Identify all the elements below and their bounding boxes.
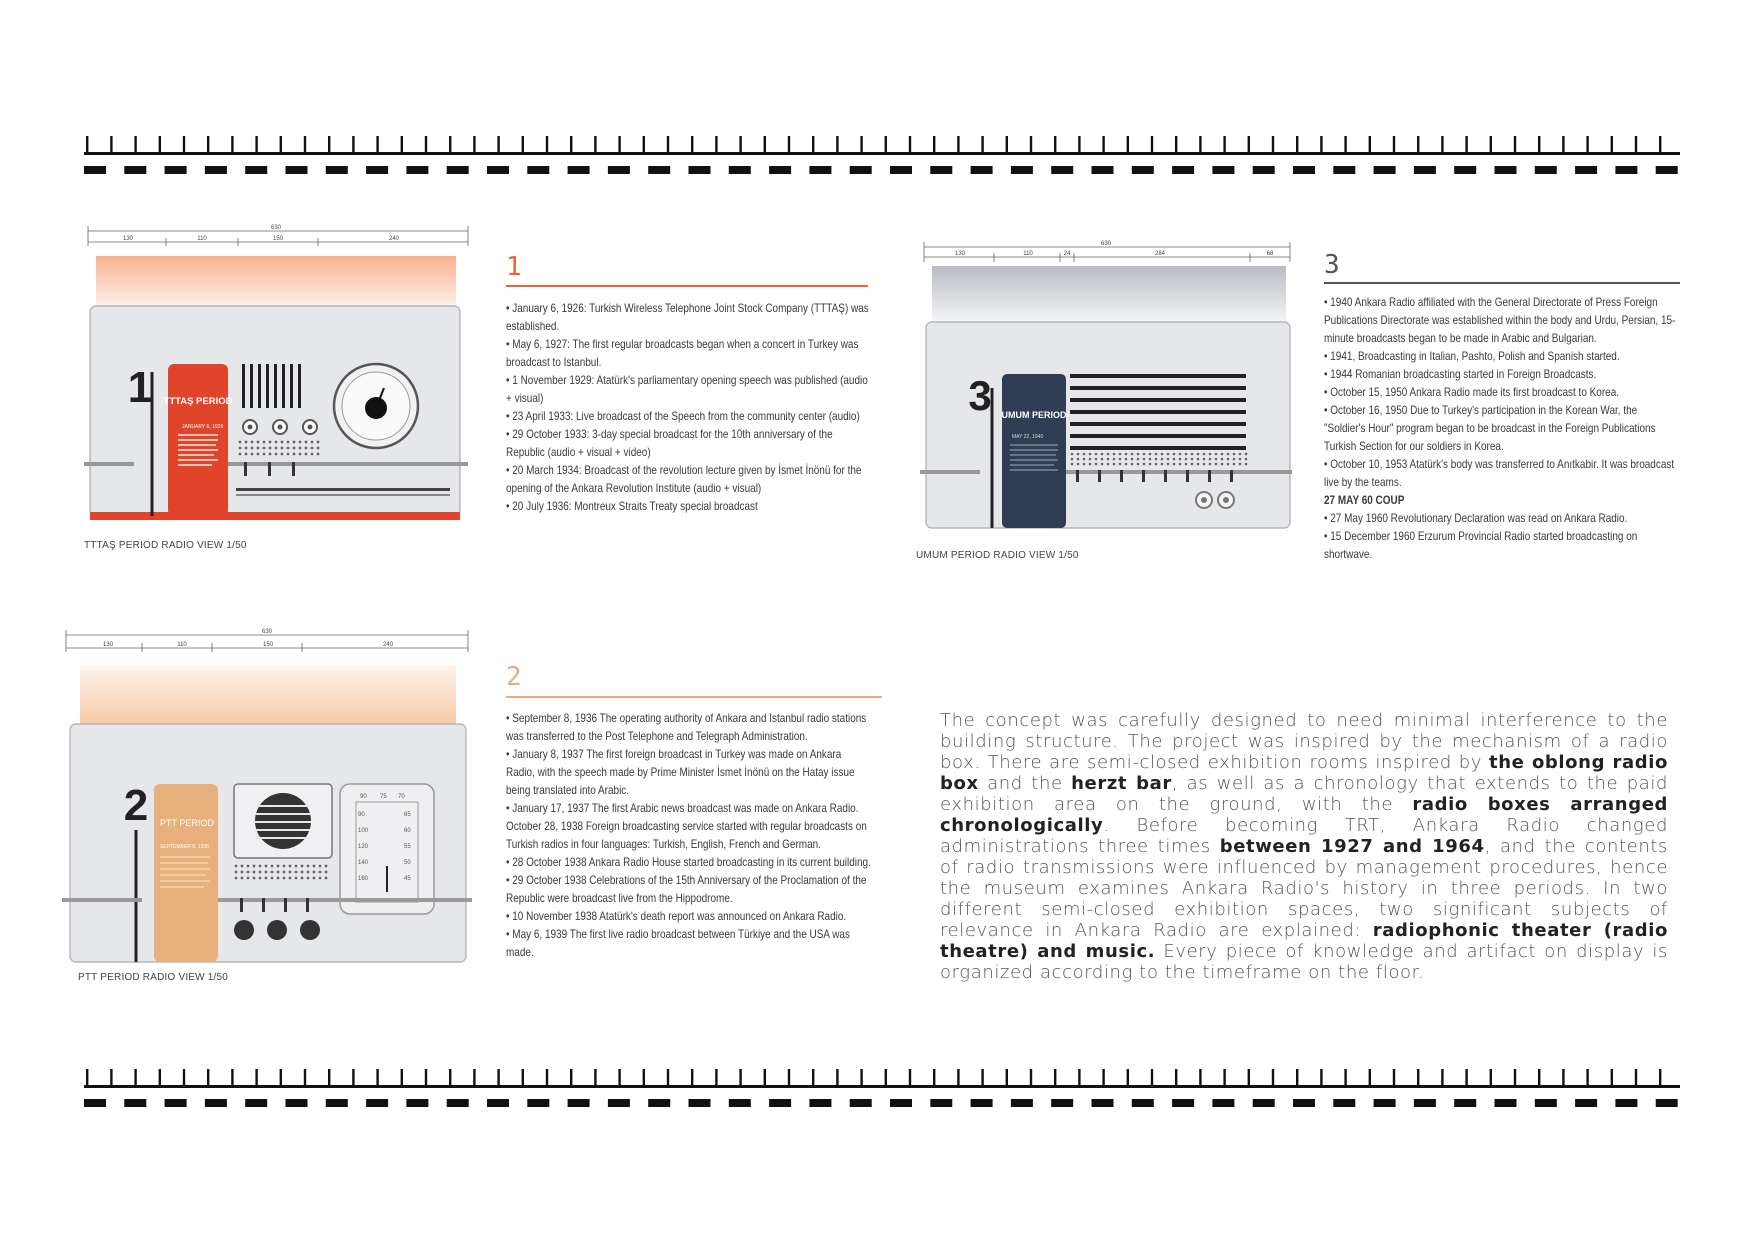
concept-highlight: the oblong radio box	[940, 752, 1668, 794]
timeline-item	[506, 498, 871, 516]
timeline-text: 1941, Broadcasting in Italian, Pashto, Polish and Spanish started.	[1330, 350, 1620, 363]
dial-scale-label: 55	[404, 844, 411, 850]
concept-text: The concept was carefully designed to need minimal interference to the building structure. The project was inspired by the mechanism of a radio box. There are semi-closed exhibition rooms inspired by	[940, 710, 1668, 773]
bullet-icon: •	[1324, 458, 1331, 471]
timeline-item	[506, 372, 871, 408]
timeline-item	[506, 426, 871, 462]
timeline-item	[506, 462, 871, 498]
bullet-icon: •	[1324, 386, 1331, 399]
concept-text: and the	[978, 773, 1072, 794]
dimension-part: 150	[262, 642, 274, 648]
bullet-icon: •	[1324, 404, 1331, 417]
umum-timeline	[1324, 294, 1680, 564]
timeline-item	[506, 408, 871, 426]
timeline-item	[506, 336, 871, 372]
dimension-part: 130	[954, 251, 966, 257]
bullet-icon: •	[1324, 368, 1331, 381]
timeline-item	[1324, 456, 1680, 492]
timeline-item	[1324, 366, 1680, 384]
bullet-icon: •	[506, 302, 513, 315]
timeline-text: 28 October 1938 Ankara Radio House started broadcasting in its current building.	[512, 856, 871, 869]
timeline-text: May 6, 1927: The first regular broadcasts began when a concert in Turkey was broadcast to Istanbul.	[506, 338, 859, 369]
timeline-item	[506, 710, 872, 746]
timeline-text: 29 October 1933: 3-day special broadcast for the 10th anniversary of the Republic (audio + visual + video)	[506, 428, 833, 459]
ttas-timeline	[506, 300, 871, 516]
dimension-total: 630	[261, 629, 273, 635]
period-number: 3	[968, 372, 992, 419]
ttas-radio-drawing	[84, 222, 476, 534]
bullet-icon: •	[506, 428, 513, 441]
concept-highlight: between 1927 and 1964	[1219, 836, 1485, 857]
dimension-total: 630	[270, 225, 282, 231]
period-number: 2	[123, 781, 149, 830]
bullet-icon: •	[506, 374, 513, 387]
dial-scale-label: 90	[358, 812, 365, 818]
concept-paragraph	[940, 710, 1668, 983]
dimension-part: 110	[1023, 251, 1033, 257]
section-divider	[506, 696, 882, 698]
period-date: MAY 22, 1940	[1012, 434, 1044, 440]
dial-scale-label: 100	[358, 828, 369, 834]
dimension-part: 24	[1063, 251, 1071, 257]
dimension-part: 68	[1266, 251, 1274, 257]
dial-scale-label: 65	[404, 812, 411, 818]
timeline-item	[506, 926, 872, 962]
timeline-text: 1940 Ankara Radio affiliated with the General Directorate of Press Foreign Publications Directorate was established within the body and Urdu, Persian, 15-minute broadcasts began to be made in Arabic and Bulgarian.	[1324, 296, 1676, 345]
concept-text: Every piece of knowledge and artifact on display is organized according to the timeframe on the floor.	[940, 941, 1668, 983]
dial-scale-label: 140	[358, 860, 369, 866]
timeline-text: October 10, 1953 Atatürk's body was transferred to Anıtkabir. It was broadcast live by the teams.	[1324, 458, 1675, 489]
bullet-icon: •	[506, 410, 513, 423]
timeline-text: 1944 Romanian broadcasting started in Foreign Broadcasts.	[1330, 368, 1597, 381]
dimension-part: 240	[388, 236, 400, 242]
bullet-icon: •	[506, 910, 513, 923]
timeline-text: 23 April 1933: Live broadcast of the Speech from the community center (audio)	[512, 410, 860, 423]
bullet-icon: •	[506, 928, 513, 941]
dial-scale-label: 70	[398, 794, 405, 800]
timeline-text: October 15, 1950 Ankara Radio made its first broadcast to Korea.	[1330, 386, 1620, 399]
concept-highlight: radio boxes arranged chronologically	[940, 794, 1668, 836]
timeline-item	[506, 300, 871, 336]
timeline-item	[506, 908, 872, 926]
timeline-text: 27 May 1960 Revolutionary Declaration was read on Ankara Radio.	[1330, 512, 1628, 525]
bullet-icon: •	[506, 802, 513, 815]
period-date: JANUARY 6, 1926	[182, 424, 224, 430]
timeline-text: 20 March 1934: Broadcast of the revolution lecture given by İsmet İnönü for the opening of the Ankara Revolution Institute (audio + visual)	[506, 464, 862, 495]
bullet-icon: •	[1324, 350, 1331, 363]
dimension-part: 130	[102, 642, 114, 648]
knob-icon	[234, 920, 320, 940]
period-label: UMUM PERIOD	[1001, 410, 1067, 420]
timeline-text: January 8, 1937 The first foreign broadcast in Turkey was made on Ankara Radio, with the speech made by Prime Minister İsmet İnönü on the Hatay issue being translated into Arabic.	[506, 748, 855, 797]
dimension-part: 130	[122, 236, 134, 242]
concept-text: , as well as a chronology that extends to the paid exhibition area on the ground, with the	[940, 773, 1668, 815]
bullet-icon: •	[506, 338, 513, 351]
bullet-icon: •	[506, 464, 513, 477]
bullet-icon: •	[1324, 512, 1331, 525]
ptt-period-panel	[154, 784, 218, 962]
dimension-part: 110	[197, 236, 207, 242]
ptt-radio-drawing	[62, 626, 476, 970]
ttas-caption: TTTAŞ PERIOD RADIO VIEW 1/50	[84, 540, 247, 551]
concept-text: . Before becoming TRT, Ankara Radio changed administrations three times	[940, 815, 1668, 857]
bullet-icon: •	[506, 856, 513, 869]
dial-scale-label: 160	[358, 876, 369, 882]
timeline-item	[1324, 402, 1680, 456]
dimension-part: 150	[272, 236, 284, 242]
timeline-item	[506, 872, 872, 908]
timeline-item	[506, 746, 872, 800]
dimension-total: 630	[1100, 241, 1112, 247]
period-date: SEPTEMBER 8, 1936	[160, 844, 209, 850]
bottom-herzt-bar	[84, 1069, 1680, 1115]
ptt-caption: PTT PERIOD RADIO VIEW 1/50	[78, 972, 229, 983]
bullet-icon: •	[1324, 530, 1331, 543]
umum-caption: UMUM PERIOD RADIO VIEW 1/50	[916, 550, 1079, 561]
timeline-text: 1 November 1929: Atatürk's parliamentary opening speech was published (audio + visual)	[506, 374, 868, 405]
top-herzt-bar	[84, 136, 1680, 182]
timeline-item	[506, 800, 872, 854]
timeline-text: January 17, 1937 The first Arabic news broadcast was made on Ankara Radio. October 28, 1938 Foreign broadcasting service started with regular broadcasts on Turkish radios in four languages: Turkish, English, French and German.	[506, 802, 867, 851]
dial-scale-label: 50	[404, 860, 411, 866]
dial-scale-label: 45	[404, 876, 411, 882]
timeline-item	[1324, 294, 1680, 348]
section-number: 3	[1324, 250, 1340, 280]
section-divider	[1324, 282, 1680, 284]
timeline-item	[1324, 528, 1680, 564]
timeline-text: 29 October 1938 Celebrations of the 15th Anniversary of the Proclamation of the Republic were broadcast live from the Hippodrome.	[506, 874, 867, 905]
bullet-icon: •	[506, 748, 513, 761]
dimension-part: 284	[1154, 251, 1166, 257]
period-label: TTTAŞ PERIOD	[163, 396, 233, 407]
timeline-text: September 8, 1936 The operating authority of Ankara and Istanbul radio stations was transferred to the Post Telephone and Telegraph Administration.	[506, 712, 867, 743]
section-divider	[506, 285, 868, 287]
dimension-part: 240	[382, 642, 394, 648]
section-number: 1	[506, 252, 522, 282]
timeline-item	[1324, 348, 1680, 366]
timeline-text: 10 November 1938 Atatürk's death report was announced on Ankara Radio.	[512, 910, 847, 923]
timeline-heading: 27 MAY 60 COUP	[1324, 494, 1405, 507]
timeline-text: May 6, 1939 The first live radio broadcast between Türkiye and the USA was made.	[506, 928, 850, 959]
ptt-timeline	[506, 710, 872, 962]
dial-scale-label: 90	[360, 794, 367, 800]
umum-radio-drawing	[920, 238, 1298, 550]
concept-highlight: herzt bar	[1071, 773, 1172, 794]
bullet-icon: •	[506, 874, 513, 887]
concept-text: , and the contents of radio transmissions were influenced by management procedures, hence the museum examines Ankara Radio's history in three periods. In two different semi-closed exhibition spaces, two significant subjects of relevance in Ankara Radio are explained:	[940, 836, 1668, 941]
period-label: PTT PERIOD	[160, 818, 214, 828]
bullet-icon: •	[506, 712, 513, 725]
period-number: 1	[127, 363, 153, 412]
concept-highlight: radiophonic theater (radio theatre) and music.	[940, 920, 1668, 962]
timeline-item	[1324, 384, 1680, 402]
dimension-part: 110	[177, 642, 187, 648]
bullet-icon: •	[506, 500, 513, 513]
timeline-text: October 16, 1950 Due to Turkey's participation in the Korean War, the "Soldier's Hour" program began to be broadcast in the Foreign Publications Turkish Section for our soldiers in Korea.	[1324, 404, 1656, 453]
bullet-icon: •	[1324, 296, 1331, 309]
section-number: 2	[506, 662, 522, 692]
dial-scale-label: 60	[404, 828, 411, 834]
timeline-text: January 6, 1926: Turkish Wireless Telephone Joint Stock Company (TTTAŞ) was established.	[506, 302, 869, 333]
timeline-item	[1324, 510, 1680, 528]
timeline-text: 15 December 1960 Erzurum Provincial Radio started broadcasting on shortwave.	[1324, 530, 1638, 561]
tuning-scale	[340, 784, 434, 914]
dial-scale-label: 75	[380, 794, 387, 800]
timeline-item	[506, 854, 872, 872]
timeline-text: 20 July 1936: Montreux Straits Treaty special broadcast	[512, 500, 758, 513]
dial-scale-label: 120	[358, 844, 369, 850]
